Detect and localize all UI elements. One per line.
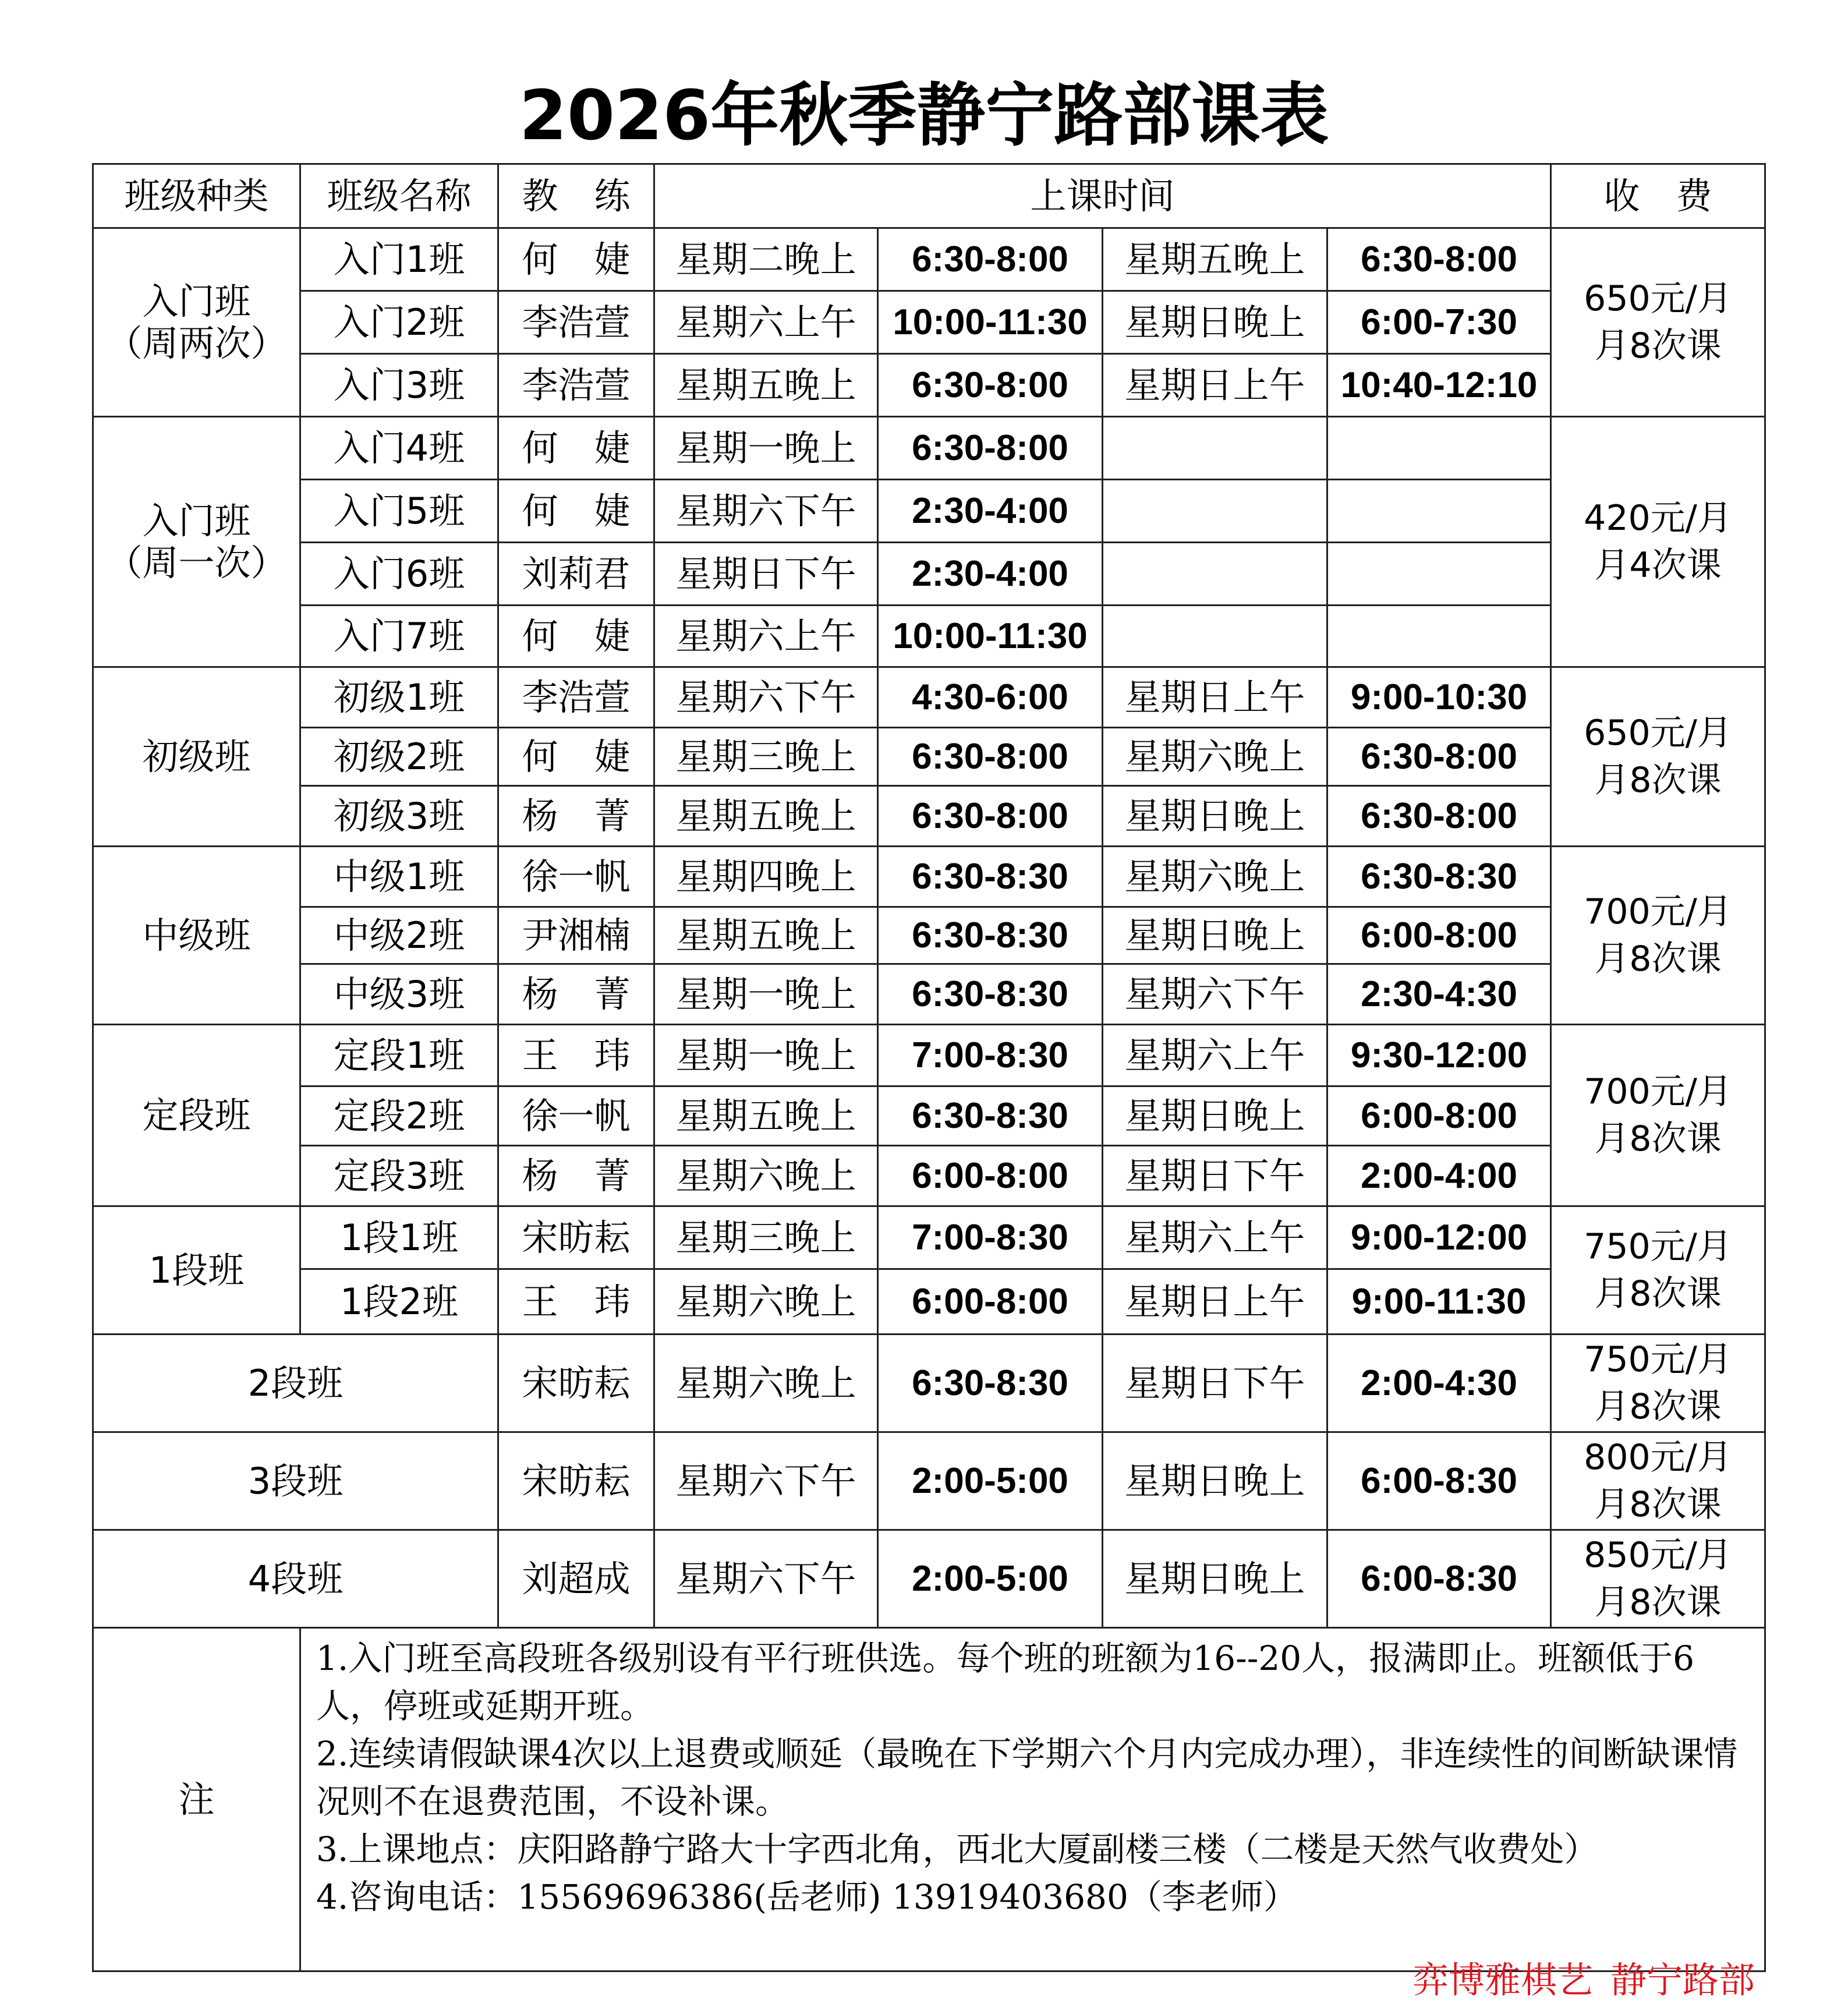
- fee-line: 750元/月: [1584, 1339, 1732, 1380]
- coach-name: 杨 菁: [498, 964, 654, 1025]
- time-1: 10:00-11:30: [878, 291, 1103, 354]
- class-name: 初级2班: [300, 728, 498, 786]
- note-line: 3.上课地点：庆阳路静宁路大十字西北角，西北大厦副楼三楼（二楼是天然气收费处）: [316, 1829, 1598, 1869]
- time-2: 10:40-12:10: [1327, 354, 1551, 417]
- coach-name: 王 玮: [498, 1025, 654, 1086]
- day-2: 星期日晚上: [1103, 1086, 1327, 1146]
- table-row: [93, 1025, 1765, 1086]
- table-row: [93, 964, 1765, 1025]
- time-2: 6:30-8:30: [1327, 847, 1551, 907]
- day-2: 星期日晚上: [1103, 786, 1327, 847]
- class-category-line: 1段班: [148, 1248, 245, 1291]
- time-2: [1327, 543, 1551, 606]
- time-1: 2:30-4:00: [878, 543, 1103, 606]
- coach-name: 刘莉君: [498, 543, 654, 606]
- time-2: 6:00-8:30: [1327, 1432, 1551, 1530]
- coach-name: 李浩萱: [498, 667, 654, 728]
- day-1: 星期六下午: [654, 1432, 878, 1530]
- table-row: [93, 907, 1765, 964]
- time-1: 6:30-8:00: [878, 354, 1103, 417]
- time-1: 6:30-8:00: [878, 417, 1103, 480]
- fee-line: 月8次课: [1594, 938, 1722, 979]
- footer-org: [1412, 1959, 1755, 2001]
- table-row: [93, 1335, 1765, 1432]
- day-2: 星期日下午: [1103, 1335, 1327, 1432]
- class-name: 初级1班: [300, 667, 498, 728]
- coach-name: 何 婕: [498, 606, 654, 667]
- time-1: 6:30-8:30: [878, 964, 1103, 1025]
- coach-name: 李浩萱: [498, 291, 654, 354]
- fee-line: 650元/月: [1584, 712, 1732, 753]
- day-2: 星期日晚上: [1103, 291, 1327, 354]
- time-1: 7:00-8:30: [878, 1025, 1103, 1086]
- fee: [1551, 1025, 1765, 1206]
- table-row: [93, 786, 1765, 847]
- day-2: 星期日晚上: [1103, 1432, 1327, 1530]
- coach-name: 徐一帆: [498, 1086, 654, 1146]
- day-1: 星期六晚上: [654, 1335, 878, 1432]
- coach-name: 何 婕: [498, 480, 654, 543]
- coach-name: 宋昉耘: [498, 1206, 654, 1269]
- class-category: [93, 228, 300, 417]
- table-row: [93, 480, 1765, 543]
- class-category: [93, 1025, 300, 1206]
- class-name: 中级3班: [300, 964, 498, 1025]
- fee-line: 月8次课: [1594, 759, 1722, 801]
- fee-line: 月8次课: [1594, 1581, 1722, 1623]
- fee-line: 850元/月: [1584, 1534, 1732, 1576]
- day-1: 星期六下午: [654, 1530, 878, 1628]
- time-1: 2:00-5:00: [878, 1432, 1103, 1530]
- day-1: 星期六晚上: [654, 1146, 878, 1206]
- time-2: 6:30-8:00: [1327, 728, 1551, 786]
- table-row: [93, 417, 1765, 480]
- time-1: 6:00-8:00: [878, 1146, 1103, 1206]
- time-2: [1327, 606, 1551, 667]
- day-1: 星期五晚上: [654, 1086, 878, 1146]
- note-line: 4.咨询电话：15569696386(岳老师) 13919403680（李老师）: [316, 1877, 1297, 1917]
- header-time: 上课时间: [654, 164, 1551, 228]
- day-1: 星期六上午: [654, 291, 878, 354]
- day-1: 星期六晚上: [654, 1269, 878, 1335]
- time-2: 9:00-11:30: [1327, 1269, 1551, 1335]
- fee: [1551, 228, 1765, 417]
- day-2: 星期日上午: [1103, 1269, 1327, 1335]
- fee-line: 月8次课: [1594, 325, 1722, 366]
- day-2: 星期日上午: [1103, 354, 1327, 417]
- time-1: 6:30-8:00: [878, 228, 1103, 291]
- fee-line: 650元/月: [1584, 278, 1732, 319]
- day-1: 星期六下午: [654, 667, 878, 728]
- table-row: [93, 1206, 1765, 1269]
- time-2: 6:30-8:00: [1327, 786, 1551, 847]
- footer-branch: 静宁路部: [1610, 1959, 1755, 2001]
- notes-content: [300, 1628, 1765, 1971]
- coach-name: 何 婕: [498, 417, 654, 480]
- fee-line: 750元/月: [1584, 1226, 1732, 1267]
- class-name: 定段1班: [300, 1025, 498, 1086]
- time-1: 6:30-8:30: [878, 907, 1103, 964]
- coach-name: 杨 菁: [498, 1146, 654, 1206]
- class-category: 3段班: [93, 1432, 498, 1530]
- class-name: 入门2班: [300, 291, 498, 354]
- schedule-table: [92, 163, 1766, 1972]
- coach-name: 李浩萱: [498, 354, 654, 417]
- table-row: [93, 1530, 1765, 1628]
- class-name: 入门4班: [300, 417, 498, 480]
- day-1: 星期一晚上: [654, 417, 878, 480]
- table-row: [93, 291, 1765, 354]
- day-1: 星期五晚上: [654, 907, 878, 964]
- day-2: [1103, 543, 1327, 606]
- fee-line: 700元/月: [1584, 1071, 1732, 1112]
- day-2: 星期六上午: [1103, 1025, 1327, 1086]
- fee-line: 月8次课: [1594, 1273, 1722, 1314]
- class-category: [93, 417, 300, 667]
- day-2: 星期五晚上: [1103, 228, 1327, 291]
- time-1: 6:30-8:00: [878, 786, 1103, 847]
- class-category-line: （周两次）: [106, 321, 287, 364]
- fee: [1551, 1432, 1765, 1530]
- class-name: 中级1班: [300, 847, 498, 907]
- class-category-line: 入门班: [142, 500, 251, 543]
- time-1: 2:00-5:00: [878, 1530, 1103, 1628]
- time-1: 6:30-8:30: [878, 1335, 1103, 1432]
- day-2: [1103, 480, 1327, 543]
- day-2: 星期日上午: [1103, 667, 1327, 728]
- time-2: 9:00-10:30: [1327, 667, 1551, 728]
- table-row: [93, 228, 1765, 291]
- day-1: 星期一晚上: [654, 964, 878, 1025]
- table-row: [93, 1146, 1765, 1206]
- time-2: [1327, 417, 1551, 480]
- fee: [1551, 667, 1765, 847]
- day-1: 星期五晚上: [654, 786, 878, 847]
- time-1: 6:30-8:30: [878, 847, 1103, 907]
- time-1: 7:00-8:30: [878, 1206, 1103, 1269]
- day-1: 星期二晚上: [654, 228, 878, 291]
- coach-name: 宋昉耘: [498, 1432, 654, 1530]
- time-2: 6:00-8:00: [1327, 1086, 1551, 1146]
- time-1: 2:30-4:00: [878, 480, 1103, 543]
- table-row: [93, 354, 1765, 417]
- fee-line: 月4次课: [1594, 544, 1722, 586]
- day-2: 星期日晚上: [1103, 1530, 1327, 1628]
- coach-name: 杨 菁: [498, 786, 654, 847]
- time-2: 2:30-4:30: [1327, 964, 1551, 1025]
- fee-line: 800元/月: [1584, 1436, 1732, 1478]
- day-1: 星期四晚上: [654, 847, 878, 907]
- class-name: 初级3班: [300, 786, 498, 847]
- day-1: 星期五晚上: [654, 354, 878, 417]
- fee-line: 月8次课: [1594, 1484, 1722, 1525]
- time-2: 2:00-4:00: [1327, 1146, 1551, 1206]
- time-1: 6:30-8:30: [878, 1086, 1103, 1146]
- coach-name: 王 玮: [498, 1269, 654, 1335]
- notes-label: 注: [93, 1628, 300, 1971]
- fee: [1551, 847, 1765, 1025]
- fee-line: 月8次课: [1594, 1386, 1722, 1427]
- class-category: 2段班: [93, 1335, 498, 1432]
- table-row: [93, 543, 1765, 606]
- coach-name: 宋昉耘: [498, 1335, 654, 1432]
- class-name: 入门5班: [300, 480, 498, 543]
- time-1: 10:00-11:30: [878, 606, 1103, 667]
- class-category-line: 入门班: [142, 280, 251, 323]
- class-name: 入门7班: [300, 606, 498, 667]
- coach-name: 尹湘楠: [498, 907, 654, 964]
- class-name: 1段1班: [300, 1206, 498, 1269]
- day-2: 星期六晚上: [1103, 847, 1327, 907]
- day-2: 星期日晚上: [1103, 907, 1327, 964]
- table-row: [93, 667, 1765, 728]
- time-2: [1327, 480, 1551, 543]
- time-2: 9:00-12:00: [1327, 1206, 1551, 1269]
- time-2: 6:00-8:30: [1327, 1530, 1551, 1628]
- day-2: [1103, 606, 1327, 667]
- class-name: 入门1班: [300, 228, 498, 291]
- day-1: 星期日下午: [654, 543, 878, 606]
- day-2: [1103, 417, 1327, 480]
- day-1: 星期三晚上: [654, 728, 878, 786]
- time-1: 6:00-8:00: [878, 1269, 1103, 1335]
- class-category: 4段班: [93, 1530, 498, 1628]
- header-row: [93, 164, 1765, 228]
- class-category: [93, 847, 300, 1025]
- notes-row: [93, 1628, 1765, 1971]
- fee: [1551, 417, 1765, 667]
- table-row: [93, 1086, 1765, 1146]
- footer-org-name: 弈博雅棋艺: [1412, 1959, 1593, 2001]
- class-name: 入门6班: [300, 543, 498, 606]
- header-coach: 教 练: [498, 164, 654, 228]
- fee: [1551, 1206, 1765, 1335]
- class-name: 1段2班: [300, 1269, 498, 1335]
- page-title: 2026年秋季静宁路部课表: [519, 75, 1329, 155]
- coach-name: 刘超成: [498, 1530, 654, 1628]
- fee: [1551, 1530, 1765, 1628]
- class-category-line: 定段班: [142, 1093, 251, 1137]
- day-1: 星期六下午: [654, 480, 878, 543]
- fee-line: 420元/月: [1584, 497, 1732, 539]
- class-category-line: 初级班: [142, 735, 251, 778]
- header-category: 班级种类: [93, 164, 300, 228]
- note-line: 1.入门班至高段班各级别设有平行班供选。每个班的班额为16--20人，报满即止。班额低于6人，停班或延期开班。: [316, 1638, 1695, 1726]
- fee-line: 月8次课: [1594, 1118, 1722, 1159]
- time-2: 6:00-8:00: [1327, 907, 1551, 964]
- note-line: 2.连续请假缺课4次以上退费或顺延（最晚在下学期六个月内完成办理），非连续性的间断缺课情况则不在退费范围，不设补课。: [316, 1734, 1738, 1821]
- table-row: [93, 847, 1765, 907]
- day-1: 星期一晚上: [654, 1025, 878, 1086]
- coach-name: 何 婕: [498, 228, 654, 291]
- time-2: 6:00-7:30: [1327, 291, 1551, 354]
- table-row: [93, 606, 1765, 667]
- time-1: 6:30-8:00: [878, 728, 1103, 786]
- table-row: [93, 728, 1765, 786]
- class-name: 中级2班: [300, 907, 498, 964]
- time-2: 2:00-4:30: [1327, 1335, 1551, 1432]
- day-1: 星期六上午: [654, 606, 878, 667]
- class-category: [93, 667, 300, 847]
- class-name: 定段2班: [300, 1086, 498, 1146]
- time-1: 4:30-6:00: [878, 667, 1103, 728]
- class-category-line: （周一次）: [106, 541, 287, 584]
- class-name: 定段3班: [300, 1146, 498, 1206]
- table-row: [93, 1269, 1765, 1335]
- time-2: 9:30-12:00: [1327, 1025, 1551, 1086]
- day-1: 星期三晚上: [654, 1206, 878, 1269]
- coach-name: 徐一帆: [498, 847, 654, 907]
- day-2: 星期六晚上: [1103, 728, 1327, 786]
- class-category-line: 中级班: [142, 914, 251, 957]
- class-category: [93, 1206, 300, 1335]
- coach-name: 何 婕: [498, 728, 654, 786]
- table-row: [93, 1432, 1765, 1530]
- header-fee: 收 费: [1551, 164, 1765, 228]
- header-class-name: 班级名称: [300, 164, 498, 228]
- time-2: 6:30-8:00: [1327, 228, 1551, 291]
- day-2: 星期六上午: [1103, 1206, 1327, 1269]
- class-name: 入门3班: [300, 354, 498, 417]
- day-2: 星期日下午: [1103, 1146, 1327, 1206]
- fee-line: 700元/月: [1584, 891, 1732, 932]
- fee: [1551, 1335, 1765, 1432]
- day-2: 星期六下午: [1103, 964, 1327, 1025]
